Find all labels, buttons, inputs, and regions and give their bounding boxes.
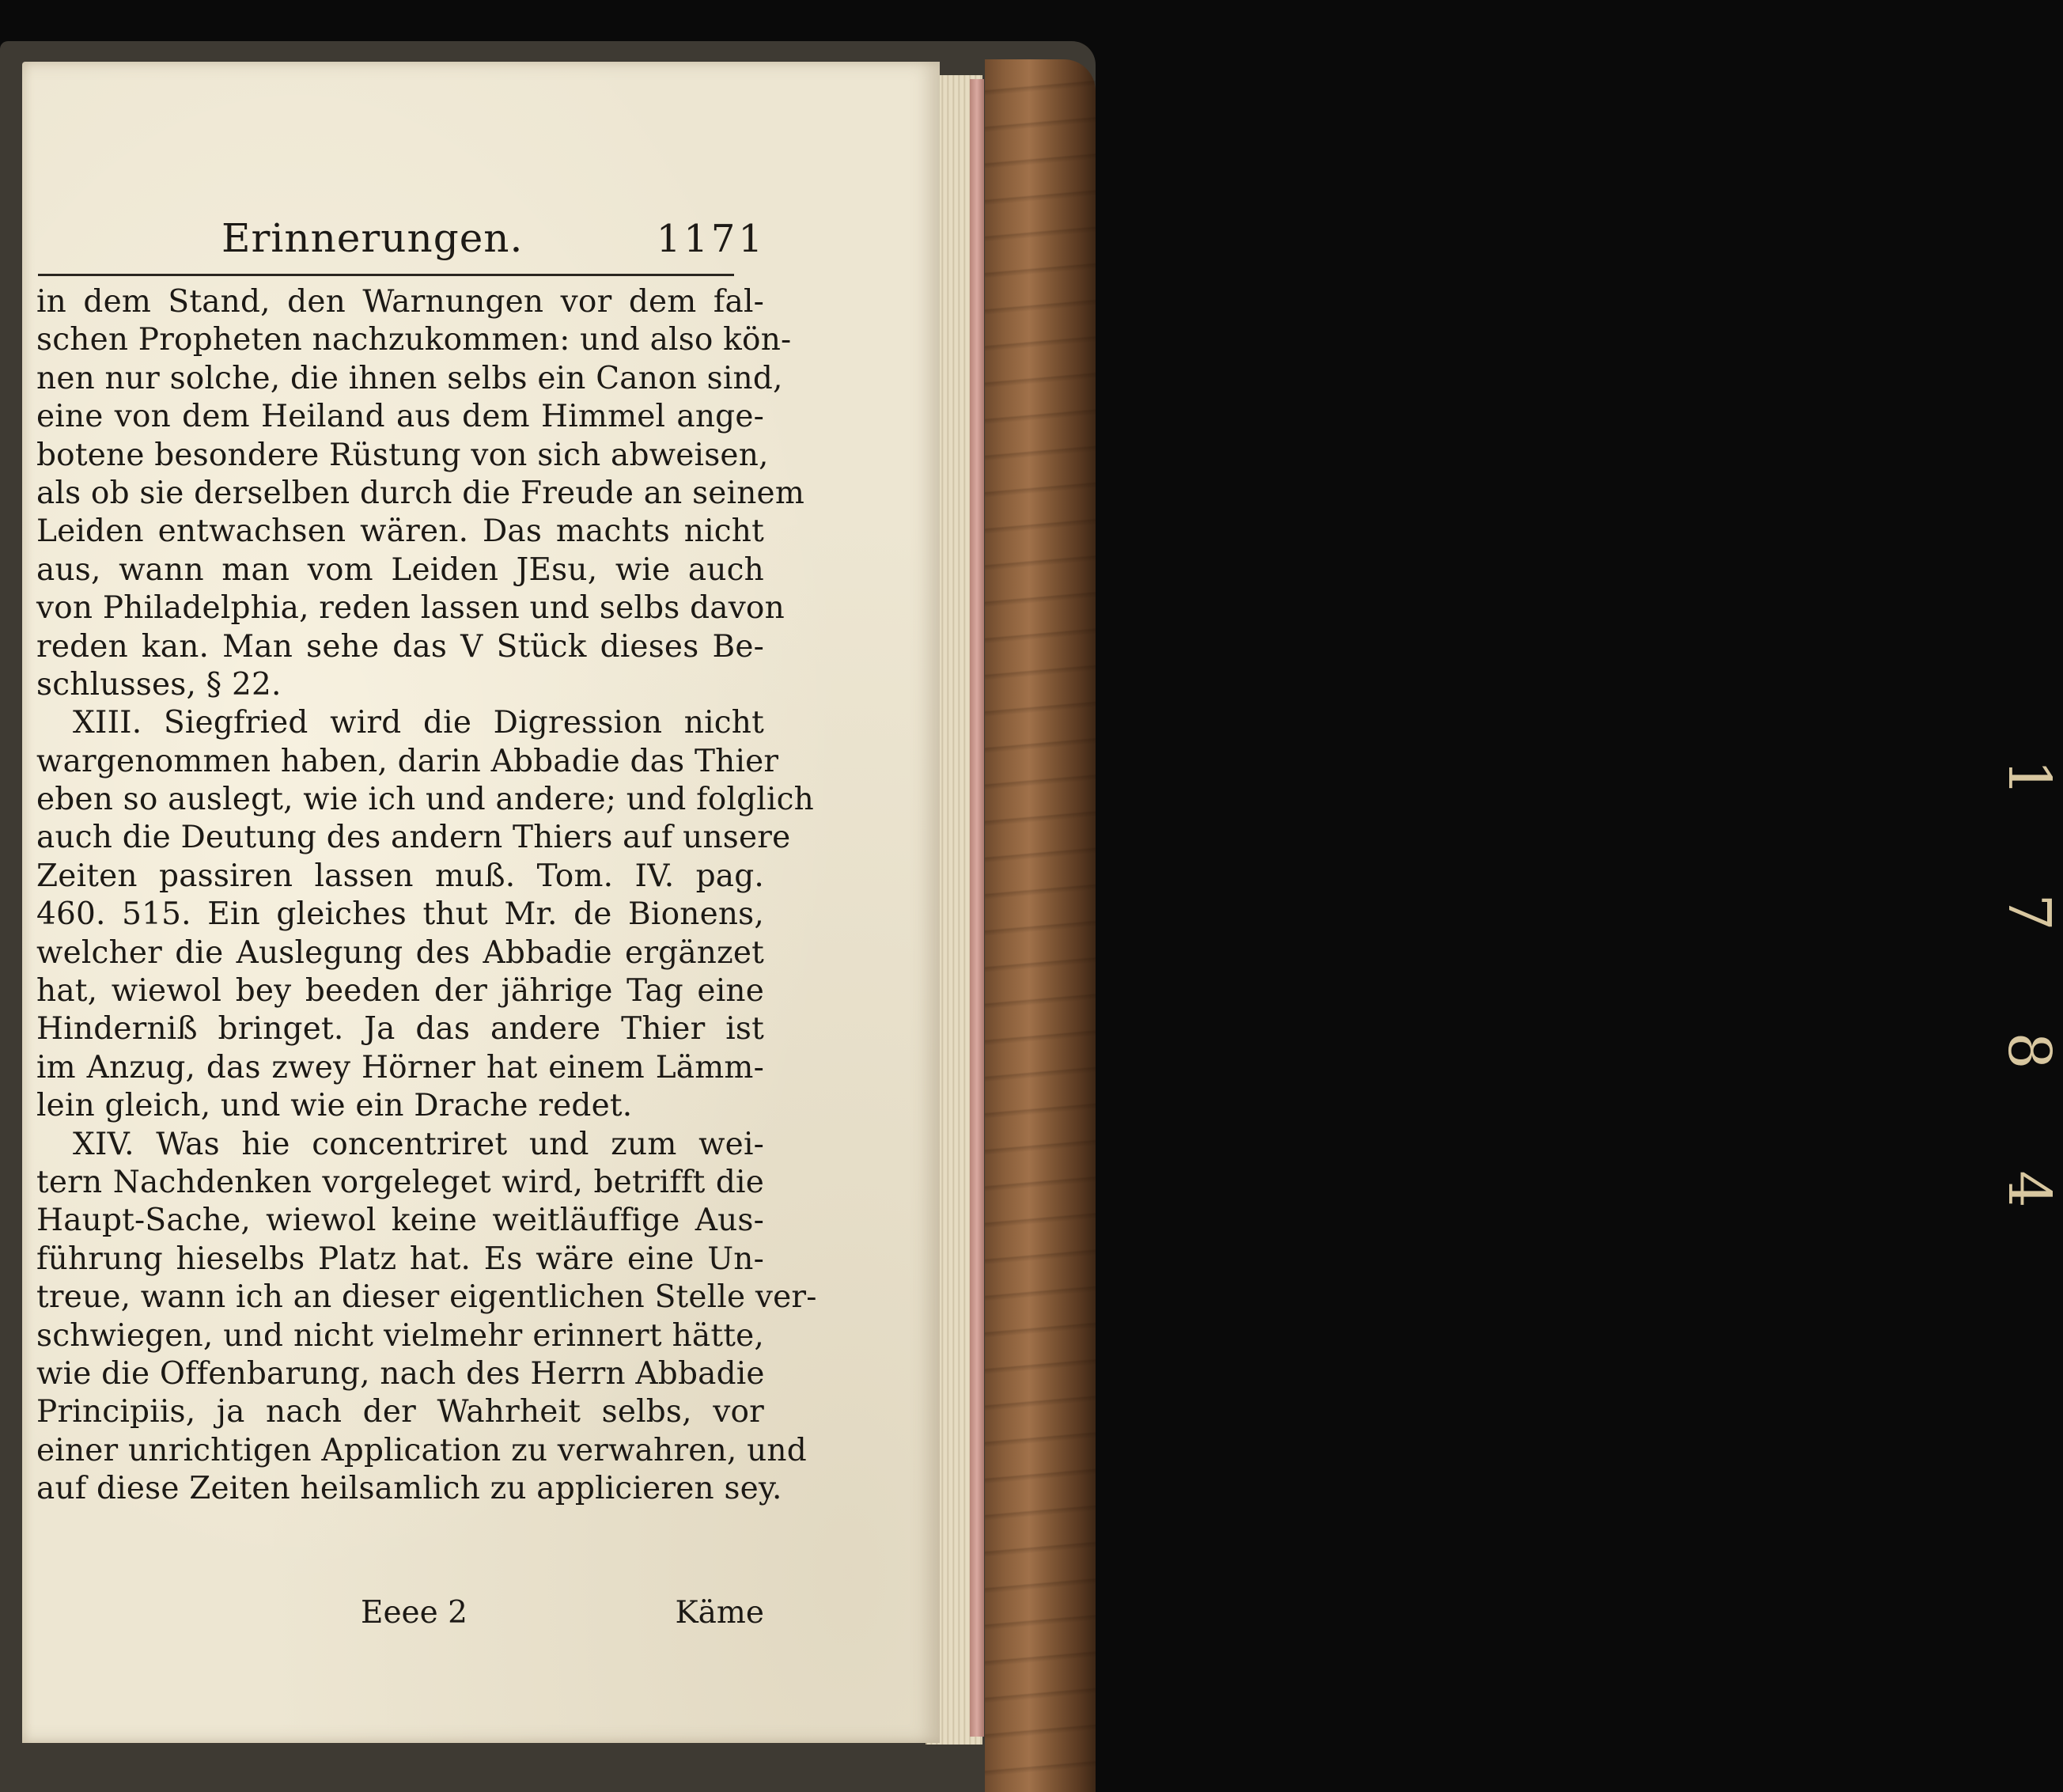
text-line: Haupt-Sache, wiewol keine weitläuffige Aus-	[36, 1203, 764, 1239]
text-line: einer unrichtigen Application zu verwahren, und	[36, 1432, 807, 1468]
text-line: im Anzug, das zwey Hörner hat einem Lämm-	[36, 1049, 764, 1085]
text-line: wargenommen haben, darin Abbadie das Thier	[36, 743, 779, 779]
body-text	[36, 283, 817, 1509]
spine-digit: 4	[1995, 1170, 2063, 1208]
text-line: auf diese Zeiten heilsamlich zu applicieren sey.	[36, 1471, 782, 1507]
leather-spine	[985, 59, 2063, 1792]
text-line: eine von dem Heiland aus dem Himmel ange-	[36, 399, 764, 435]
text-line: welcher die Auslegung des Abbadie ergänzet	[36, 934, 764, 971]
spine-digit: 8	[1995, 1032, 2063, 1070]
text-line: Principiis, ja nach der Wahrheit selbs, vor	[36, 1394, 764, 1430]
spine-digit: 1	[1995, 759, 2063, 797]
text-line: schlusses, § 22.	[36, 666, 282, 703]
text-line: hat, wiewol bey beeden der jährige Tag eine	[36, 973, 764, 1010]
text-line: 460. 515. Ein gleiches thut Mr. de Bionens,	[36, 896, 764, 933]
text-line: botene besondere Rüstung von sich abweisen,	[36, 437, 769, 473]
text-line: Leiden entwachsen wären. Das machts nicht	[36, 513, 764, 550]
text-line: Hinderniß bringet. Ja das andere Thier ist	[36, 1011, 764, 1048]
text-line: aus, wann man vom Leiden JEsu, wie auch	[36, 551, 764, 588]
section-heading-line: XIII. Siegfried wird die Digression nicht	[73, 705, 764, 741]
page-footer	[36, 1595, 764, 1635]
text-line: Zeiten passiren lassen muß. Tom. IV. pag.	[36, 858, 764, 894]
text-line: in dem Stand, den Warnungen vor dem fal-	[36, 284, 764, 320]
text-line: als ob sie derselben durch die Freude an seinem	[36, 475, 805, 511]
text-line: auch die Deutung des andern Thiers auf unsere	[36, 820, 791, 856]
section-heading-line: XIV. Was hie concentriret und zum wei-	[73, 1126, 764, 1162]
catchword: Käme	[675, 1595, 764, 1631]
text-line: wie die Offenbarung, nach des Herrn Abbadie	[36, 1355, 765, 1392]
text-line: von Philadelphia, reden lassen und selbs davon	[36, 590, 785, 627]
header-rule	[38, 274, 734, 276]
text-line: treue, wann ich an dieser eigentlichen Stelle ver-	[36, 1279, 817, 1316]
text-line: schwiegen, und nicht vielmehr erinnert hätte,	[36, 1317, 764, 1354]
text-line: lein gleich, und wie ein Drache redet.	[36, 1088, 633, 1124]
text-line: schen Propheten nachzukommen: und also kön-	[36, 322, 792, 358]
text-line: nen nur solche, die ihnen selbs ein Canon sind,	[36, 360, 783, 396]
running-head: Erinnerungen.	[221, 215, 524, 261]
text-line: reden kan. Man sehe das V Stück dieses Be-	[36, 628, 764, 665]
page-number: 1171	[656, 217, 766, 261]
signature-mark: Eeee 2	[361, 1595, 467, 1631]
spine-digit: 7	[1995, 893, 2063, 931]
text-line: tern Nachdenken vorgeleget wird, betrifft die	[36, 1164, 764, 1200]
page-header	[221, 215, 766, 271]
text-line: führung hieselbs Platz hat. Es wäre eine Un-	[36, 1241, 764, 1277]
red-page-edge	[970, 79, 984, 1737]
text-line: eben so auslegt, wie ich und andere; und folglich	[36, 782, 814, 818]
